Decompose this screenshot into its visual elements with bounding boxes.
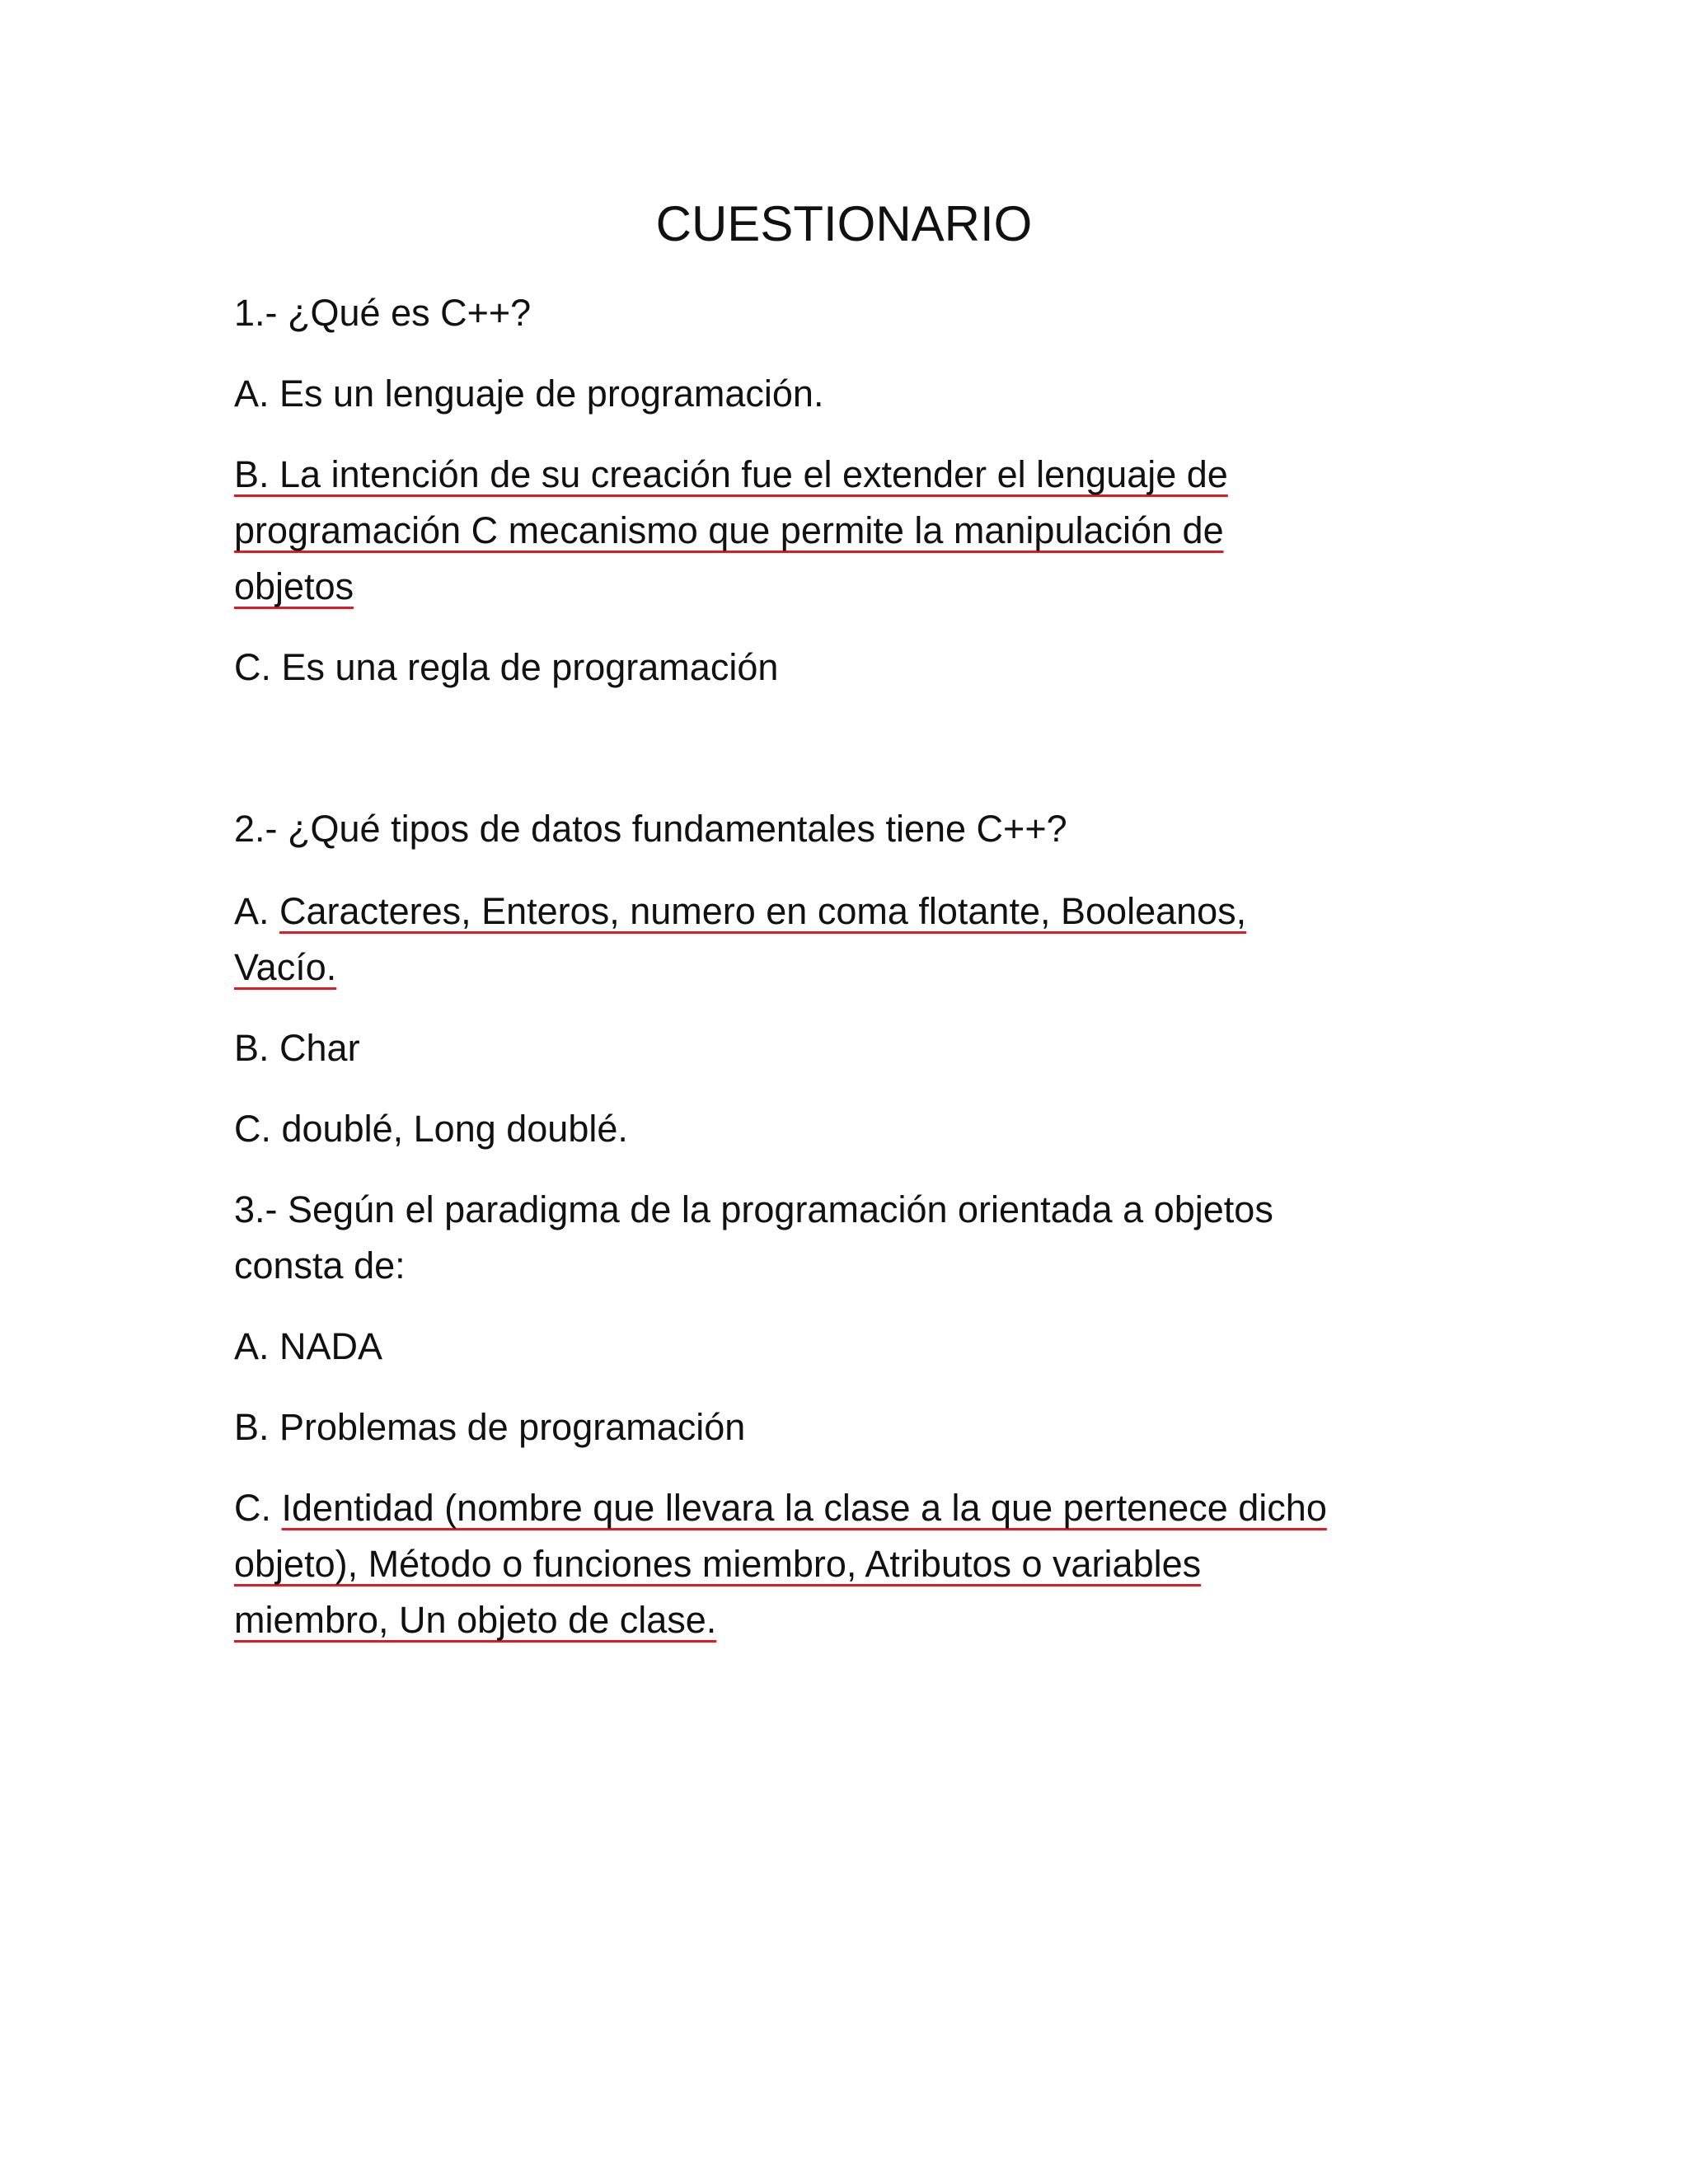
q1-option-b-text-3: objetos [234,565,354,607]
q2-option-c: C. doublé, Long doublé. [234,1108,628,1150]
q2-option-a-prefix: A. [234,890,280,932]
question-1: 1.- ¿Qué es C++? [234,292,532,334]
q3-option-b: B. Problemas de programación [234,1406,746,1448]
q3-option-c-prefix: C. [234,1487,282,1529]
q1-option-b-line-3 [234,559,1470,615]
q1-option-b-text-2: programación C mecanismo que permite la manipulación de [234,509,1224,551]
q3-option-c-line-3 [234,1592,1470,1648]
question-2: 2.- ¿Qué tipos de datos fundamentales tiene C++? [234,808,1067,850]
q3-option-c-text-2: objeto), Método o funciones miembro, Atributos o variables [234,1543,1202,1585]
q1-option-b-line-1 [234,447,1470,503]
q3-option-a: A. NADA [234,1325,383,1367]
q2-option-b: B. Char [234,1027,360,1069]
q1-option-b-line-2 [234,503,1470,559]
q1-option-c: C. Es una regla de programación [234,646,779,688]
q2-option-a-line-1 [234,883,1470,940]
question-3-line-2: consta de: [234,1244,406,1286]
q1-option-a: A. Es un lenguaje de programación. [234,373,824,415]
q3-option-c-text-3: miembro, Un objeto de clase. [234,1599,717,1641]
q2-option-a-line-2 [234,940,1470,996]
q2-option-a-text-2: Vacío. [234,946,337,988]
q3-option-c-text-1: Identidad (nombre que llevara la clase a la que pertenece dicho [281,1487,1327,1529]
question-3-line-1: 3.- Según el paradigma de la programación orientada a objetos [234,1188,1273,1230]
document-title: CUESTIONARIO [655,196,1033,251]
q3-option-c-line-2 [234,1536,1470,1592]
q1-option-b-text-1: B. La intención de su creación fue el extender el lenguaje de [234,453,1228,495]
q2-option-a-text-1: Caracteres, Enteros, numero en coma flotante, Booleanos, [279,890,1247,932]
q3-option-c-line-1 [234,1480,1470,1536]
